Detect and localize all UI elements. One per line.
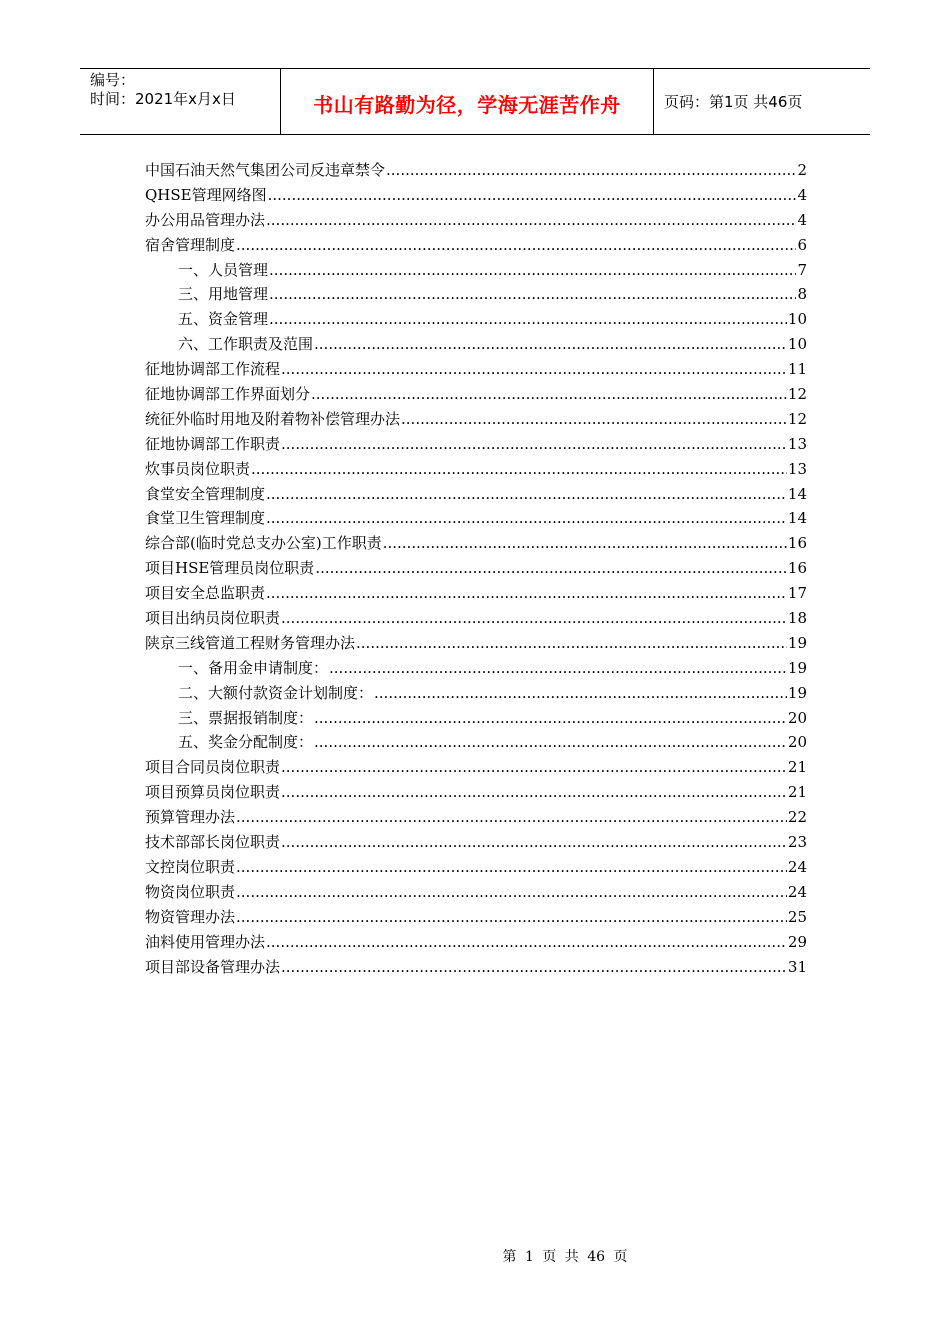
toc-dot-leader [269, 307, 787, 332]
toc-dot-leader [236, 233, 796, 258]
toc-entry-title: 征地协调部工作流程 [145, 360, 281, 379]
toc-entry-title: 中国石油天然气集团公司反违章禁令 [145, 161, 386, 179]
toc-entry-page: 12 [787, 409, 807, 428]
toc-entry[interactable] [145, 780, 807, 805]
toc-dot-leader [281, 755, 787, 780]
toc-entry-title: 油料使用管理办法 [145, 932, 266, 951]
toc-entry-page: 19 [787, 658, 807, 677]
toc-dot-leader [266, 930, 787, 955]
toc-entry-page: 11 [787, 360, 807, 379]
toc-entry[interactable] [145, 755, 807, 780]
toc-entry-page: 12 [787, 385, 807, 404]
toc-entry[interactable] [145, 382, 807, 407]
toc-entry-title: 征地协调部工作界面划分 [145, 385, 311, 404]
toc-dot-leader [281, 606, 787, 631]
toc-entry-title: 六、工作职责及范围 [178, 335, 314, 354]
toc-dot-leader [266, 482, 787, 507]
toc-dot-leader [281, 955, 787, 980]
toc-entry-page: 13 [787, 434, 807, 453]
toc-entry[interactable] [145, 880, 807, 905]
toc-entry[interactable] [145, 681, 807, 706]
toc-entry-title: 食堂安全管理制度 [145, 484, 266, 503]
toc-dot-leader [268, 183, 797, 208]
toc-entry-title: 征地协调部工作职责 [145, 434, 281, 453]
toc-entry-page: 19 [787, 633, 807, 652]
toc-dot-leader [315, 556, 787, 581]
toc-dot-leader [383, 531, 787, 556]
toc-entry-page: 20 [787, 733, 807, 752]
toc-entry[interactable] [145, 581, 807, 606]
toc-dot-leader [236, 905, 787, 930]
toc-entry-title: 项目合同员岗位职责 [145, 758, 281, 777]
toc-entry-title: 技术部部长岗位职责 [145, 833, 281, 852]
toc-entry-title: 统征外临时用地及附着物补偿管理办法 [145, 409, 401, 428]
toc-entry[interactable] [145, 730, 807, 755]
toc-dot-leader [314, 332, 787, 357]
toc-entry-title: QHSE管理网络图 [145, 185, 267, 204]
toc-entry-page: 13 [787, 459, 807, 478]
footer-page-number: 第 1 页 共 46 页 [502, 1249, 628, 1265]
toc-entry[interactable] [145, 506, 807, 531]
toc-entry[interactable] [145, 233, 807, 258]
header-page-info-cell [654, 69, 870, 134]
toc-entry-page: 17 [787, 584, 807, 603]
toc-entry-page: 25 [787, 907, 807, 926]
toc-entry-title: 物资管理办法 [145, 907, 236, 926]
toc-entry-title: 陕京三线管道工程财务管理办法 [145, 633, 356, 652]
table-of-contents [145, 158, 807, 979]
toc-entry[interactable] [145, 432, 807, 457]
toc-entry[interactable] [145, 930, 807, 955]
toc-entry[interactable] [145, 307, 807, 332]
toc-entry-page: 8 [797, 285, 807, 304]
toc-entry-title: 一、备用金申请制度： [178, 658, 329, 677]
toc-entry-page: 18 [787, 609, 807, 628]
toc-entry[interactable] [145, 407, 807, 432]
toc-dot-leader [329, 656, 787, 681]
toc-dot-leader [386, 158, 796, 183]
toc-entry-title: 物资岗位职责 [145, 882, 236, 901]
toc-entry-title: 项目出纳员岗位职责 [145, 609, 281, 628]
toc-entry[interactable] [145, 208, 807, 233]
toc-entry[interactable] [145, 606, 807, 631]
toc-entry[interactable] [145, 357, 807, 382]
toc-entry-title: 项目安全总监职责 [145, 584, 266, 603]
toc-entry-page: 10 [787, 310, 807, 329]
toc-entry-title: 项目预算员岗位职责 [145, 783, 281, 802]
toc-dot-leader [266, 581, 787, 606]
toc-entry-title: 炊事员岗位职责 [145, 459, 251, 478]
toc-entry-title: 五、奖金分配制度： [178, 733, 314, 752]
toc-entry-title: 项目HSE管理员岗位职责 [145, 559, 315, 578]
toc-dot-leader [269, 258, 796, 283]
toc-entry[interactable] [145, 258, 807, 283]
document-header [80, 68, 870, 135]
toc-entry-page: 19 [787, 683, 807, 702]
toc-dot-leader [269, 282, 796, 307]
toc-entry-title: 五、资金管理 [178, 310, 269, 329]
toc-entry-page: 7 [797, 260, 807, 279]
toc-entry-page: 23 [787, 833, 807, 852]
toc-dot-leader [236, 855, 787, 880]
toc-entry-page: 31 [787, 957, 807, 976]
toc-entry[interactable] [145, 556, 807, 581]
toc-dot-leader [236, 805, 787, 830]
toc-dot-leader [281, 432, 787, 457]
toc-entry[interactable] [145, 905, 807, 930]
toc-dot-leader [311, 382, 787, 407]
toc-entry[interactable] [145, 482, 807, 507]
toc-entry-page: 20 [787, 708, 807, 727]
toc-entry[interactable] [145, 830, 807, 855]
toc-entry[interactable] [145, 531, 807, 556]
toc-entry[interactable] [145, 805, 807, 830]
toc-entry[interactable] [145, 631, 807, 656]
toc-entry[interactable] [145, 955, 807, 980]
toc-entry[interactable] [145, 183, 807, 208]
header-page-info: 页码：第1页 共46页 [664, 93, 803, 111]
toc-entry-title: 综合部(临时党总支办公室)工作职责 [145, 534, 382, 553]
toc-entry-page: 16 [787, 534, 807, 553]
toc-dot-leader [314, 730, 787, 755]
document-number-label: 编号： [90, 71, 136, 89]
toc-dot-leader [374, 681, 787, 706]
header-meta [80, 69, 281, 134]
toc-entry-title: 一、人员管理 [178, 260, 269, 279]
toc-entry-page: 4 [797, 185, 807, 204]
header-motto: 书山有路勤为径，学海无涯苦作舟 [313, 93, 621, 117]
toc-dot-leader [266, 208, 796, 233]
toc-entry-title: 办公用品管理办法 [145, 210, 266, 229]
toc-entry-page: 14 [787, 484, 807, 503]
toc-dot-leader [401, 407, 787, 432]
toc-entry-title: 食堂卫生管理制度 [145, 509, 266, 528]
toc-dot-leader [281, 780, 787, 805]
toc-entry-page: 29 [787, 932, 807, 951]
toc-entry[interactable] [145, 706, 807, 731]
toc-entry-page: 14 [787, 509, 807, 528]
toc-entry-page: 6 [797, 235, 807, 254]
toc-entry-page: 21 [787, 783, 807, 802]
toc-entry-title: 三、票据报销制度： [178, 708, 314, 727]
toc-entry-page: 24 [787, 882, 807, 901]
toc-entry-page: 16 [787, 559, 807, 578]
toc-entry-title: 文控岗位职责 [145, 857, 236, 876]
toc-dot-leader [281, 357, 787, 382]
toc-dot-leader [266, 506, 787, 531]
toc-entry-page: 10 [787, 335, 807, 354]
toc-entry-title: 三、用地管理 [178, 285, 269, 304]
toc-entry[interactable] [145, 656, 807, 681]
toc-dot-leader [251, 457, 787, 482]
toc-entry[interactable] [145, 158, 807, 183]
toc-dot-leader [314, 706, 787, 731]
toc-entry[interactable] [145, 282, 807, 307]
toc-dot-leader [281, 830, 787, 855]
toc-entry[interactable] [145, 332, 807, 357]
toc-dot-leader [236, 880, 787, 905]
toc-entry-title: 预算管理办法 [145, 808, 236, 827]
header-motto-cell [281, 69, 654, 134]
toc-entry-page: 21 [787, 758, 807, 777]
document-time-label: 时间：2021年x月x日 [90, 90, 236, 108]
toc-entry-page: 4 [797, 210, 807, 229]
toc-entry-title: 项目部设备管理办法 [145, 957, 281, 976]
toc-entry[interactable] [145, 855, 807, 880]
toc-entry-page: 2 [797, 161, 807, 179]
toc-entry[interactable] [145, 457, 807, 482]
toc-entry-page: 24 [787, 857, 807, 876]
toc-entry-title: 二、大额付款资金计划制度： [178, 683, 374, 702]
toc-dot-leader [356, 631, 787, 656]
toc-entry-title: 宿舍管理制度 [145, 235, 236, 254]
toc-entry-page: 22 [787, 808, 807, 827]
